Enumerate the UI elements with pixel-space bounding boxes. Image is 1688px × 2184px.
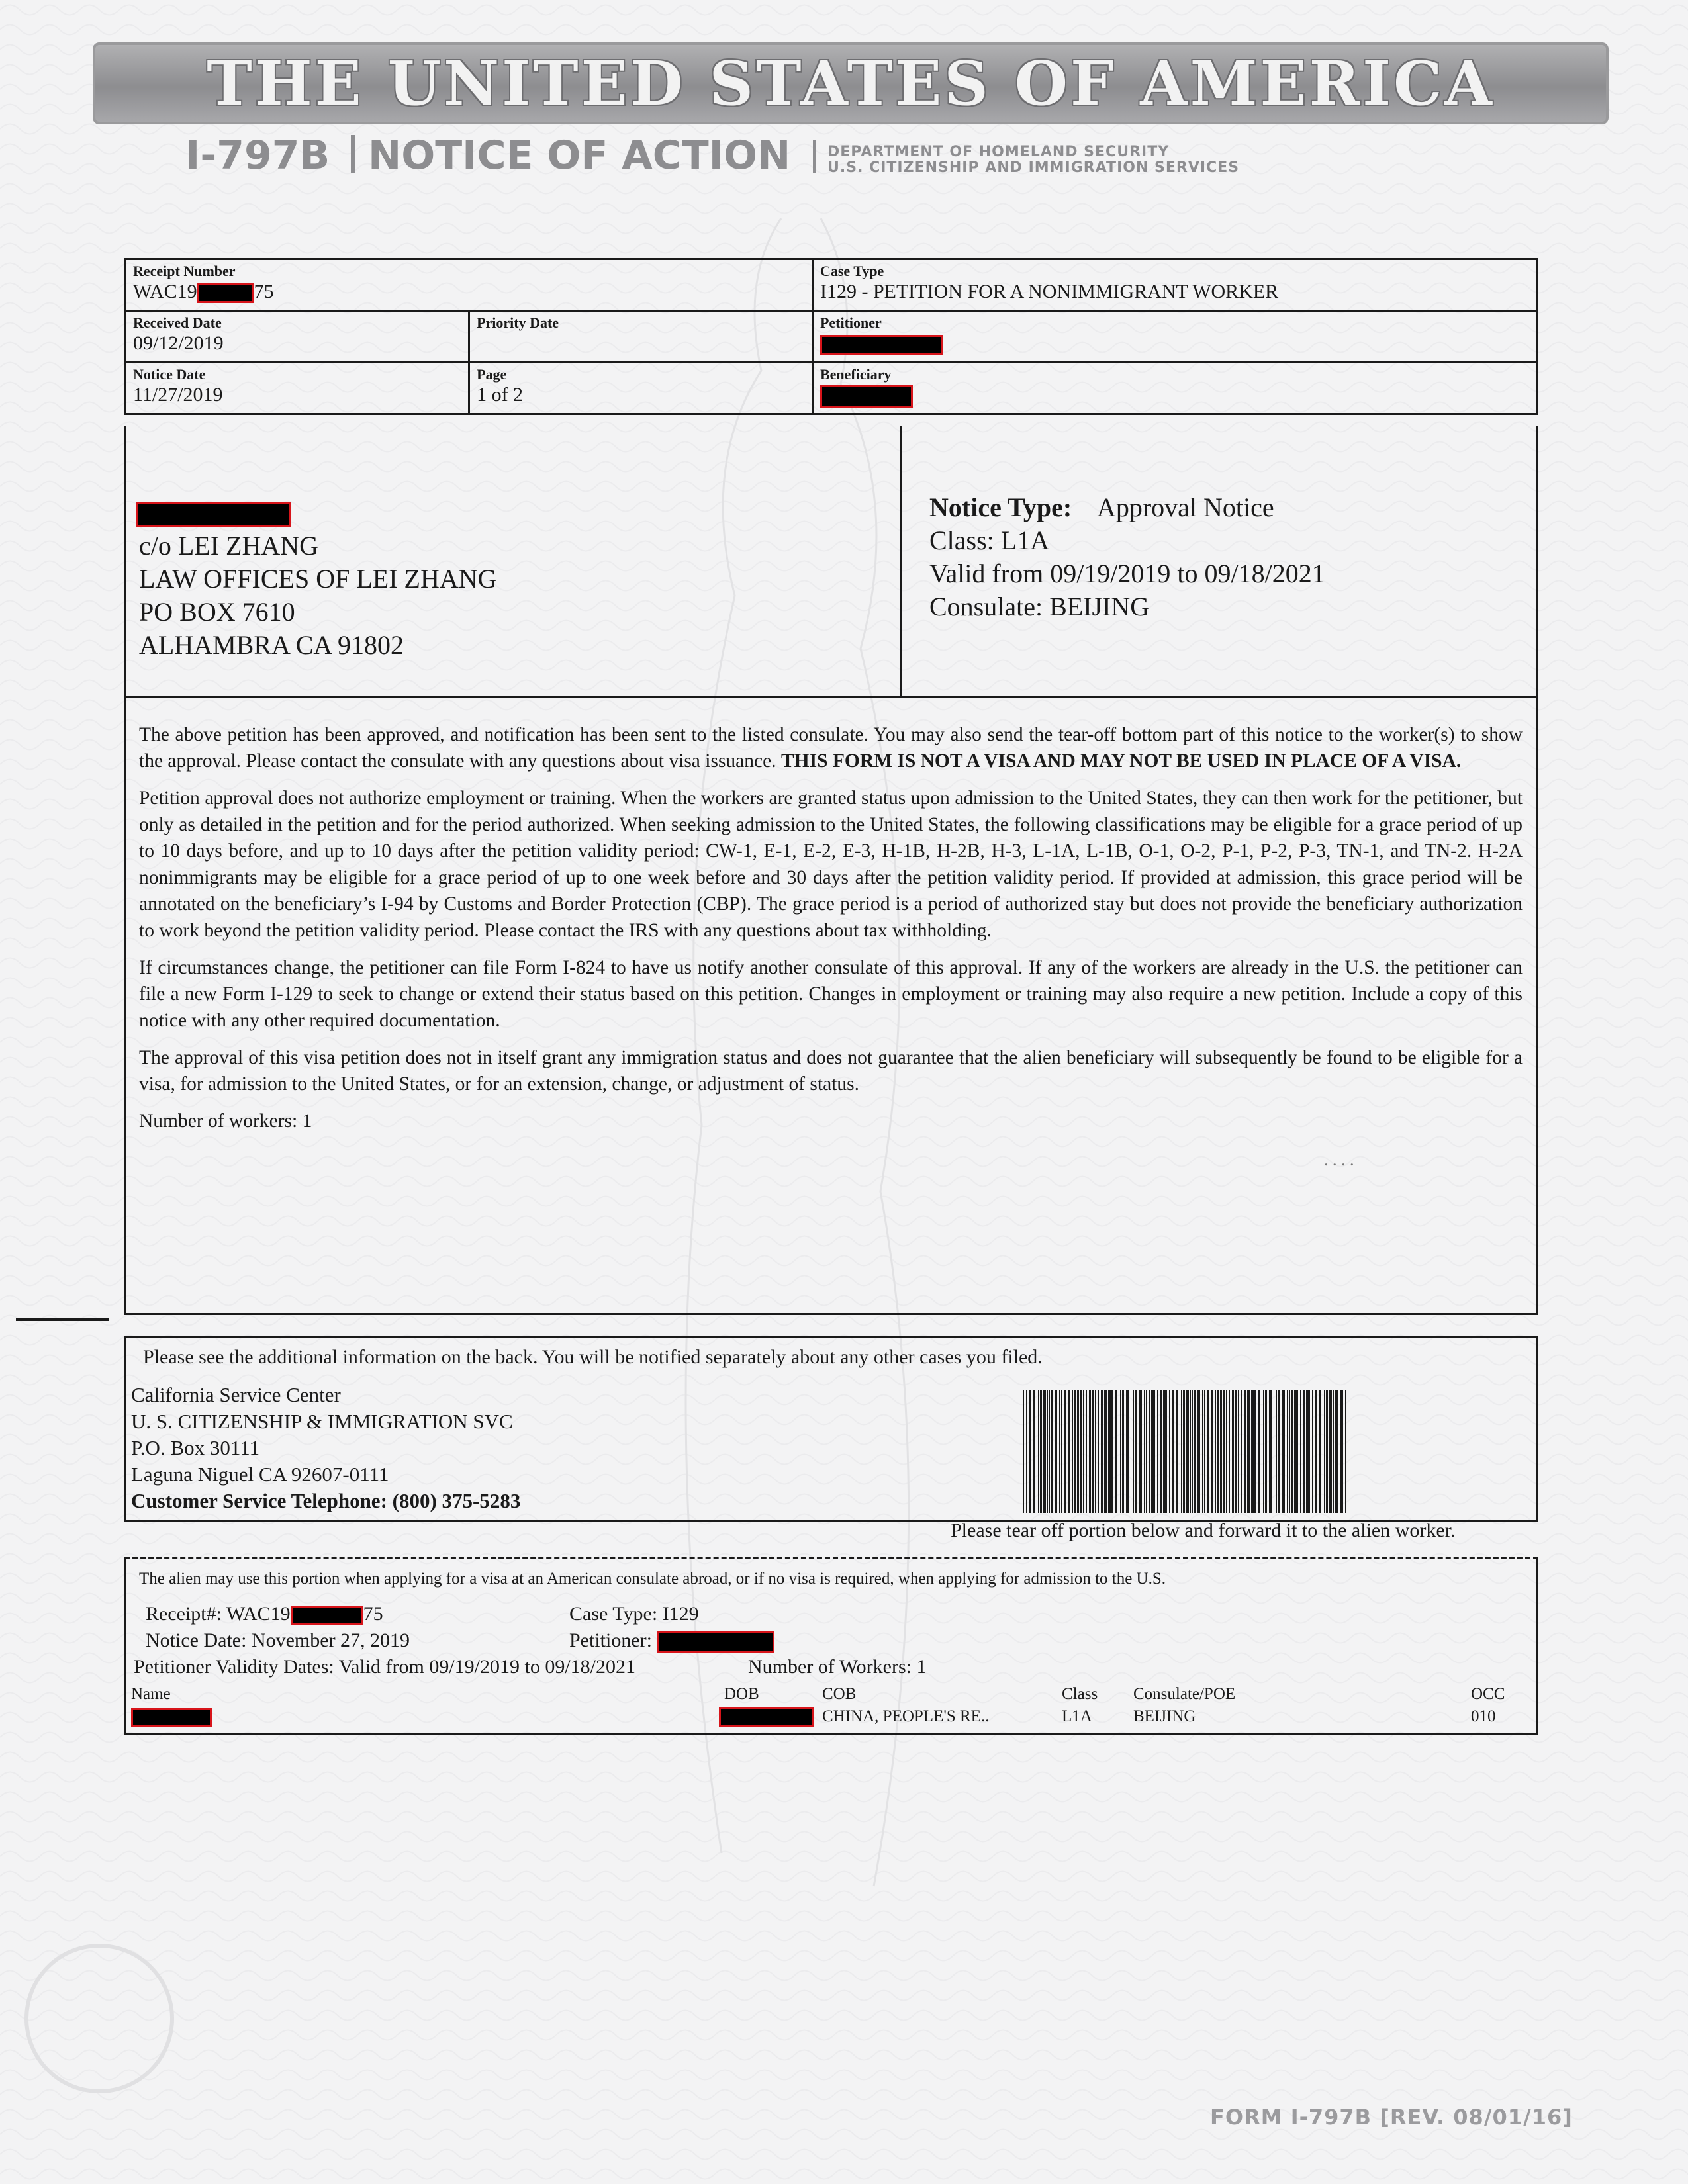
fold-mark	[16, 1318, 109, 1321]
received-date: 09/12/2019	[133, 332, 224, 354]
header-divider-2	[813, 140, 816, 173]
page-number: 1 of 2	[477, 384, 524, 406]
scan-dots: . . . .	[1324, 1150, 1354, 1169]
notice-type	[929, 491, 1325, 524]
notice-date: 11/27/2019	[133, 384, 223, 406]
redaction	[820, 335, 943, 355]
beneficiary-label: Beneficiary	[820, 366, 892, 383]
header-divider	[351, 135, 355, 173]
additional-info-note: Please see the additional information on the back. You will be notified separately about any other cases you filed.	[143, 1346, 1043, 1368]
notice-validity: Valid from 09/19/2019 to 09/18/2021	[929, 559, 1325, 588]
tear-petitioner: Petitioner:	[569, 1629, 774, 1653]
petitioner-label: Petitioner	[820, 314, 882, 331]
case-type: I129 - PETITION FOR A NONIMMIGRANT WORKER	[820, 281, 1279, 302]
case-type-label: Case Type	[820, 263, 884, 279]
col-consulate: Consulate/POE	[1133, 1685, 1236, 1703]
priority-label: Priority Date	[477, 314, 559, 331]
redaction	[657, 1631, 774, 1653]
tear-validity: Petitioner Validity Dates: Valid from 09/19/2019 to 09/18/2021	[134, 1656, 636, 1678]
address-line-4: ALHAMBRA CA 91802	[139, 630, 404, 660]
mailing-address	[139, 496, 497, 662]
form-revision: FORM I-797B [REV. 08/01/16]	[1210, 2105, 1573, 2130]
notice-type-label: Notice Type:	[929, 492, 1072, 522]
notice-type-value: Approval Notice	[1096, 492, 1274, 522]
petitioner-cell	[812, 311, 1537, 363]
paragraph-approval: The above petition has been approved, and notification has been sent to the listed consulate. You may also send the tear-off bottom part of this notice to the worker(s) to show the approval. Please contact the consulate with any questions about visa issuance. THIS FORM IS NOT A VISA AND MAY NOT BE USED IN PLACE OF A VISA.	[139, 724, 1523, 772]
notice-date-label: Notice Date	[133, 366, 206, 383]
cell-name	[131, 1707, 212, 1727]
service-line-1: California Service Center	[131, 1383, 341, 1406]
receipt-number: WAC19 75	[133, 281, 274, 302]
address-line-2: LAW OFFICES OF LEI ZHANG	[139, 564, 497, 594]
col-class: Class	[1062, 1685, 1098, 1703]
redaction	[291, 1606, 363, 1625]
body-text	[139, 721, 1523, 1145]
tear-workers: Number of Workers: 1	[748, 1656, 927, 1678]
agency-line-1: DEPARTMENT OF HOMELAND SECURITY	[827, 144, 1170, 160]
col-dob: DOB	[724, 1685, 759, 1703]
received-cell	[126, 311, 469, 363]
tear-notice-date: Notice Date: November 27, 2019	[146, 1629, 410, 1651]
tear-off-intro: The alien may use this portion when applying for a visa at an American consulate abroad, or if no visa is required, when applying for admission to the U.S.	[139, 1570, 1166, 1588]
tear-case-type: Case Type: I129	[569, 1603, 699, 1625]
redaction	[197, 283, 254, 303]
priority-cell	[469, 311, 813, 363]
tear-receipt: Receipt#: WAC19 75	[146, 1603, 383, 1625]
redaction	[131, 1708, 212, 1727]
paragraph-status: The approval of this visa petition does not in itself grant any immigration status and does not guarantee that the alien beneficiary will subsequently be found to be eligible for a visa, for admission to the United States, or for an extension, change, or adjustment of status.	[139, 1047, 1523, 1095]
address-divider	[900, 426, 902, 698]
paragraph-employment: Petition approval does not authorize employment or training. When the workers are granted status upon admission to the United States, they can then work for the petitioner, but only as detailed in the petition and for the period authorized. When seeking admission to the United States, the following classifications may be eligible for a grace period of up to 10 days before, and up to 10 days after the petition validity period: CW-1, E-1, E-2, E-3, H-1B, H-2B, H-3, L-1A, L-1B, O-1, O-2, P-1, P-2, P-3, TN-1, and TN-2. H-2A nonimmigrants may be eligible for a grace period of up to one week before and 30 days after the petition validity period. If provided at admission, this grace period will be annotated on the beneficiary’s I-94 by Customs and Border Protection (CBP). The grace period is a period of authorized stay but does not provide the beneficiary authorization to work beyond the petition validity period. Please contact the IRS with any questions about tax withholding.	[139, 788, 1523, 941]
banner	[93, 42, 1609, 124]
service-center-address	[131, 1382, 520, 1514]
beneficiary-cell	[812, 363, 1537, 414]
col-cob: COB	[822, 1685, 857, 1703]
notice-summary	[929, 491, 1325, 623]
cell-cob: CHINA, PEOPLE'S RE..	[822, 1707, 990, 1725]
customer-service-phone: Customer Service Telephone: (800) 375-5283	[131, 1489, 521, 1512]
number-of-workers: Number of workers: 1	[139, 1111, 312, 1132]
redaction	[136, 502, 291, 527]
received-label: Received Date	[133, 314, 222, 331]
notice-class: Class: L1A	[929, 525, 1050, 555]
cell-occ: 010	[1471, 1707, 1496, 1725]
col-occ: OCC	[1471, 1685, 1505, 1703]
cell-dob	[719, 1707, 814, 1727]
form-id: I-797B	[185, 132, 330, 179]
address-line-1: c/o LEI ZHANG	[139, 531, 319, 561]
service-line-3: P.O. Box 30111	[131, 1436, 260, 1459]
not-a-visa-warning: THIS FORM IS NOT A VISA AND MAY NOT BE USED IN PLACE OF A VISA.	[780, 751, 1462, 772]
service-line-2: U. S. CITIZENSHIP & IMMIGRATION SVC	[131, 1410, 513, 1433]
form-title: NOTICE OF ACTION	[368, 132, 791, 179]
banner-title: THE UNITED STATES OF AMERICA	[207, 48, 1495, 119]
receipt-label: Receipt Number	[133, 263, 236, 279]
notice-consulate: Consulate: BEIJING	[929, 592, 1150, 621]
service-line-4: Laguna Niguel CA 92607-0111	[131, 1463, 389, 1486]
cell-class: L1A	[1062, 1707, 1092, 1725]
case-info-table	[124, 258, 1538, 415]
case-type-cell	[812, 259, 1537, 311]
page-label: Page	[477, 366, 507, 383]
page-cell	[469, 363, 813, 414]
receipt-cell	[126, 259, 813, 311]
tear-off-instruction: Please tear off portion below and forward it to the alien worker.	[951, 1520, 1456, 1541]
barcode	[1023, 1390, 1346, 1513]
agency-block	[827, 144, 1239, 176]
paragraph-change: If circumstances change, the petitioner can file Form I-824 to have us notify another consulate of this approval. If any of the workers are already in the U.S. the petitioner can file a new Form I-129 to seek to change or extend their status based on this petition. Changes in employment or training may also require a new petition. Include a copy of this notice with any other required documentation.	[139, 957, 1523, 1031]
redaction	[719, 1707, 814, 1727]
address-line-3: PO BOX 7610	[139, 597, 295, 627]
col-name: Name	[131, 1685, 171, 1703]
redaction	[820, 385, 913, 408]
cell-consulate: BEIJING	[1133, 1707, 1196, 1725]
agency-line-2: U.S. CITIZENSHIP AND IMMIGRATION SERVICES	[827, 159, 1240, 176]
notice-date-cell	[126, 363, 469, 414]
